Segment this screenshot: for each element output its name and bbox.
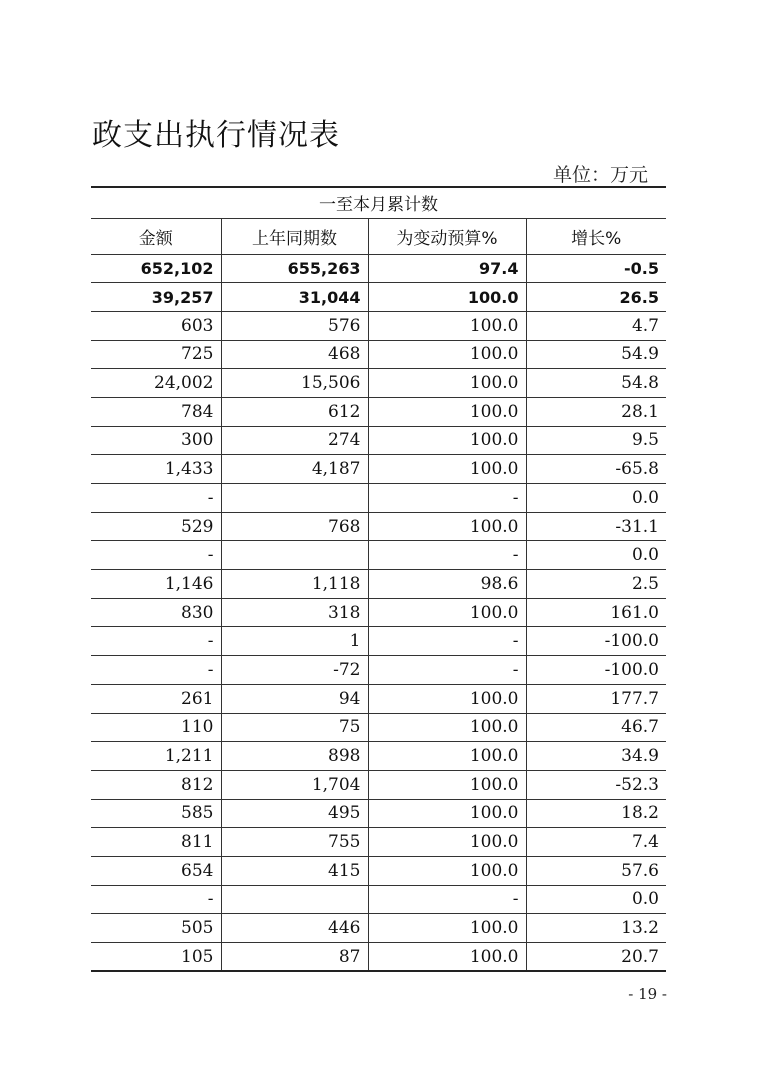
table-row [91,684,666,713]
budget-ratio-cell: 100.0 [368,914,526,943]
table-row [91,570,666,599]
amount-cell: 652,102 [91,254,221,283]
amount-cell: 39,257 [91,283,221,312]
growth-cell: 28.1 [526,397,666,426]
budget-ratio-cell: 100.0 [368,598,526,627]
budget-ratio-cell: 100.0 [368,311,526,340]
table-row [91,369,666,398]
growth-cell: 4.7 [526,311,666,340]
amount-cell: 585 [91,799,221,828]
amount-cell: - [91,656,221,685]
budget-ratio-cell: 100.0 [368,713,526,742]
amount-cell: 811 [91,828,221,857]
page-number: - 19 - [628,985,667,1003]
budget-ratio-cell: 98.6 [368,570,526,599]
amount-cell: - [91,885,221,914]
growth-cell: 2.5 [526,570,666,599]
table-row [91,455,666,484]
amount-cell: 24,002 [91,369,221,398]
growth-cell: -100.0 [526,656,666,685]
budget-ratio-cell: 100.0 [368,684,526,713]
last-year-cell [221,541,368,570]
last-year-cell: 87 [221,943,368,972]
growth-cell: 177.7 [526,684,666,713]
budget-ratio-cell: 100.0 [368,742,526,771]
last-year-cell: 495 [221,799,368,828]
growth-cell: 46.7 [526,713,666,742]
column-header-last-year: 上年同期数 [221,218,368,254]
last-year-cell: 31,044 [221,283,368,312]
growth-cell: 18.2 [526,799,666,828]
table-row [91,340,666,369]
page-title: 政支出执行情况表 [92,118,340,153]
last-year-cell: 75 [221,713,368,742]
last-year-cell [221,484,368,513]
budget-ratio-cell: - [368,656,526,685]
amount-cell: - [91,627,221,656]
last-year-cell: 612 [221,397,368,426]
growth-cell: 13.2 [526,914,666,943]
table-row [91,484,666,513]
growth-cell: 0.0 [526,541,666,570]
last-year-cell: 768 [221,512,368,541]
amount-cell: 110 [91,713,221,742]
last-year-cell: 1,118 [221,570,368,599]
growth-cell: 7.4 [526,828,666,857]
growth-cell: 54.9 [526,340,666,369]
amount-cell: 603 [91,311,221,340]
table-row [91,799,666,828]
amount-cell: 830 [91,598,221,627]
growth-cell: 0.0 [526,885,666,914]
amount-cell: 1,433 [91,455,221,484]
last-year-cell: 468 [221,340,368,369]
table-row [91,627,666,656]
last-year-cell: 318 [221,598,368,627]
budget-ratio-cell: 100.0 [368,426,526,455]
column-header-budget-ratio: 为变动预算% [368,218,526,254]
table-row [91,541,666,570]
amount-cell: 1,211 [91,742,221,771]
amount-cell: 505 [91,914,221,943]
amount-cell: 105 [91,943,221,972]
amount-cell: 784 [91,397,221,426]
table-row [91,598,666,627]
amount-cell: 812 [91,770,221,799]
budget-ratio-cell: - [368,541,526,570]
budget-ratio-cell: 100.0 [368,856,526,885]
budget-ratio-cell: 100.0 [368,397,526,426]
budget-ratio-cell: 97.4 [368,254,526,283]
table-row [91,943,666,972]
growth-cell: 26.5 [526,283,666,312]
last-year-cell: 446 [221,914,368,943]
amount-cell: 1,146 [91,570,221,599]
table-body [91,254,666,971]
last-year-cell: 274 [221,426,368,455]
column-header-amount: 金额 [91,218,221,254]
budget-ratio-cell: 100.0 [368,770,526,799]
last-year-cell: 415 [221,856,368,885]
amount-cell: 300 [91,426,221,455]
amount-cell: 725 [91,340,221,369]
budget-ratio-cell: 100.0 [368,943,526,972]
growth-cell: 9.5 [526,426,666,455]
growth-cell: 54.8 [526,369,666,398]
last-year-cell: 898 [221,742,368,771]
budget-ratio-cell: 100.0 [368,799,526,828]
table-row [91,885,666,914]
budget-ratio-cell: 100.0 [368,340,526,369]
last-year-cell: 755 [221,828,368,857]
amount-cell: - [91,484,221,513]
growth-cell: -0.5 [526,254,666,283]
last-year-cell: 576 [221,311,368,340]
table-row [91,828,666,857]
budget-ratio-cell: 100.0 [368,455,526,484]
table-row [91,283,666,312]
amount-cell: 654 [91,856,221,885]
amount-cell: - [91,541,221,570]
growth-cell: -65.8 [526,455,666,484]
growth-cell: -52.3 [526,770,666,799]
growth-cell: -100.0 [526,627,666,656]
last-year-cell: 1,704 [221,770,368,799]
table-row [91,426,666,455]
budget-ratio-cell: 100.0 [368,512,526,541]
unit-label: 单位：万元 [552,164,648,186]
table-row [91,770,666,799]
growth-cell: 161.0 [526,598,666,627]
growth-cell: 0.0 [526,484,666,513]
budget-ratio-cell: - [368,484,526,513]
group-header: 一至本月累计数 [91,187,666,218]
last-year-cell: 15,506 [221,369,368,398]
last-year-cell: 94 [221,684,368,713]
growth-cell: 34.9 [526,742,666,771]
last-year-cell: 4,187 [221,455,368,484]
budget-ratio-cell: 100.0 [368,283,526,312]
table-row [91,512,666,541]
table-row [91,713,666,742]
last-year-cell [221,885,368,914]
last-year-cell: 655,263 [221,254,368,283]
table-row [91,311,666,340]
expenditure-table [91,186,666,972]
growth-cell: 57.6 [526,856,666,885]
table-row [91,254,666,283]
last-year-cell: 1 [221,627,368,656]
column-header-growth: 增长% [526,218,666,254]
budget-ratio-cell: - [368,885,526,914]
table-row [91,656,666,685]
table-row [91,742,666,771]
budget-ratio-cell: 100.0 [368,369,526,398]
budget-ratio-cell: - [368,627,526,656]
budget-ratio-cell: 100.0 [368,828,526,857]
growth-cell: -31.1 [526,512,666,541]
amount-cell: 261 [91,684,221,713]
last-year-cell: -72 [221,656,368,685]
table-row [91,856,666,885]
table-row [91,397,666,426]
table-row [91,914,666,943]
growth-cell: 20.7 [526,943,666,972]
amount-cell: 529 [91,512,221,541]
